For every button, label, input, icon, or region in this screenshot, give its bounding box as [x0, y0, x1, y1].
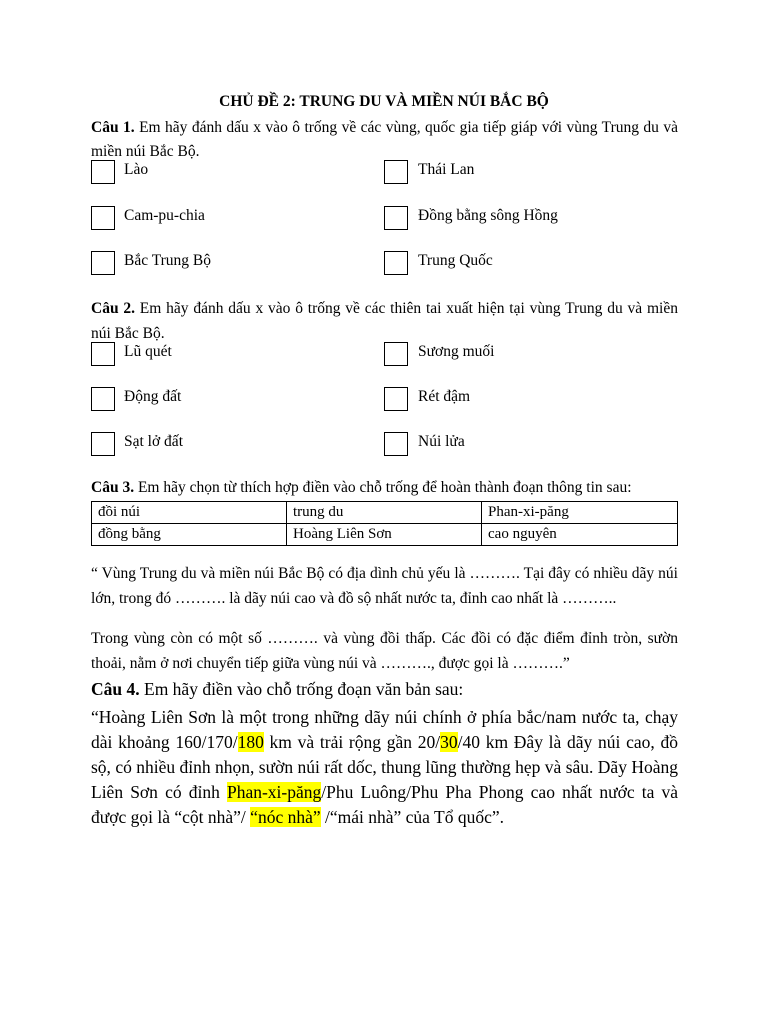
checkbox-ret-dam[interactable]	[384, 387, 408, 411]
option-lao: Lào	[124, 161, 149, 178]
question-2	[91, 296, 678, 346]
option-nui-lua: Núi lửa	[418, 433, 465, 450]
question-2-label: Câu 2.	[91, 300, 135, 317]
option-dong-dat: Động đất	[124, 388, 182, 405]
checkbox-bac-trung-bo[interactable]	[91, 251, 115, 275]
question-3-text: Em hãy chọn từ thích hợp điền vào chỗ trống để hoàn thành đoạn thông tin sau:	[134, 479, 632, 496]
passage-paragraph-2: Trong vùng còn có một số ………. và vùng đồi thấp. Các đồi có đặc điểm đỉnh tròn, sườn thoải, nằm ở nơi chuyển tiếp giữa vùng núi và ………., được gọi là ……….”	[91, 630, 678, 672]
checkbox-dong-dat[interactable]	[91, 387, 115, 411]
checkbox-sat-lo-dat[interactable]	[91, 432, 115, 456]
question-1-label: Câu 1.	[91, 119, 135, 136]
paragraph-text: /40 km Đây là dãy núi cao, đồ sộ, có nhiều đỉnh nhọn, sườn núi rất dốc, thung lũng thường hẹp và sâu. Dãy Hoàng Liên Sơn có đỉnh	[91, 732, 678, 802]
word-cell: trung du	[287, 502, 482, 524]
paragraph-text: “Hoàng Liên Sơn là một trong những dãy núi chính ở phía bắc/nam nước ta, chạy dài khoảng 160/170/	[91, 707, 678, 752]
checkbox-cam-pu-chia[interactable]	[91, 206, 115, 230]
checkbox-trung-quoc[interactable]	[384, 251, 408, 275]
word-bank-table	[91, 501, 678, 546]
highlight-answer-roof: “nóc nhà”	[250, 807, 321, 827]
checkbox-lu-quet[interactable]	[91, 342, 115, 366]
question-4-label: Câu 4.	[91, 679, 140, 699]
checkbox-dong-bang-song-hong[interactable]	[384, 206, 408, 230]
word-cell: Phan-xi-păng	[482, 502, 678, 524]
page-title: CHỦ ĐỀ 2: TRUNG DU VÀ MIỀN NÚI BẮC BỘ	[219, 93, 549, 110]
question-3	[91, 479, 632, 497]
word-cell: cao nguyên	[482, 524, 678, 546]
question-4-text: Em hãy điền vào chỗ trống đoạn văn bản sau:	[139, 679, 464, 699]
option-ret-dam: Rét đậm	[418, 388, 471, 405]
table-row	[92, 502, 678, 524]
paragraph-text: /“mái nhà” của Tổ quốc”.	[320, 807, 504, 827]
option-dong-bang-song-hong: Đồng bằng sông Hồng	[418, 207, 558, 224]
word-cell: đồi núi	[92, 502, 287, 524]
highlight-answer-peak: Phan-xi-păng	[226, 782, 322, 802]
question-4	[91, 677, 463, 702]
option-thai-lan: Thái Lan	[418, 161, 475, 178]
table-row	[92, 524, 678, 546]
option-cam-pu-chia: Cam-pu-chia	[124, 207, 205, 224]
highlight-answer-length: 180	[237, 732, 264, 752]
word-cell: đồng bằng	[92, 524, 287, 546]
checkbox-lao[interactable]	[91, 160, 115, 184]
checkbox-nui-lua[interactable]	[384, 432, 408, 456]
option-lu-quet: Lũ quét	[124, 343, 172, 360]
option-bac-trung-bo: Bắc Trung Bộ	[124, 252, 211, 269]
question-2-text: Em hãy đánh dấu x vào ô trống về các thiên tai xuất hiện tại vùng Trung du và miền núi Bắc Bộ.	[91, 300, 678, 342]
question-3-label: Câu 3.	[91, 479, 135, 496]
fill-in-paragraph	[91, 705, 678, 830]
option-sat-lo-dat: Sạt lở đất	[124, 433, 183, 450]
checkbox-thai-lan[interactable]	[384, 160, 408, 184]
question-1	[91, 116, 678, 164]
word-cell: Hoàng Liên Sơn	[287, 524, 482, 546]
paragraph-text: km và trải rộng gần 20/	[263, 732, 441, 752]
highlight-answer-width: 30	[440, 732, 458, 752]
checkbox-suong-muoi[interactable]	[384, 342, 408, 366]
option-trung-quoc: Trung Quốc	[418, 252, 493, 269]
option-suong-muoi: Sương muối	[418, 343, 495, 360]
question-1-text: Em hãy đánh dấu x vào ô trống về các vùng, quốc gia tiếp giáp với vùng Trung du và miền núi Bắc Bộ.	[91, 119, 678, 160]
paragraph-text: /Phu Luông/Phu Pha Phong cao nhất nước ta và được gọi là “cột nhà”/	[91, 782, 678, 827]
passage-paragraph-1: “ Vùng Trung du và miền núi Bắc Bộ có địa dình chủ yếu là ………. Tại đây có nhiều dãy núi lớn, trong đó ………. là dãy núi cao và đồ sộ nhất nước ta, đỉnh cao nhất là ………..	[91, 565, 678, 607]
